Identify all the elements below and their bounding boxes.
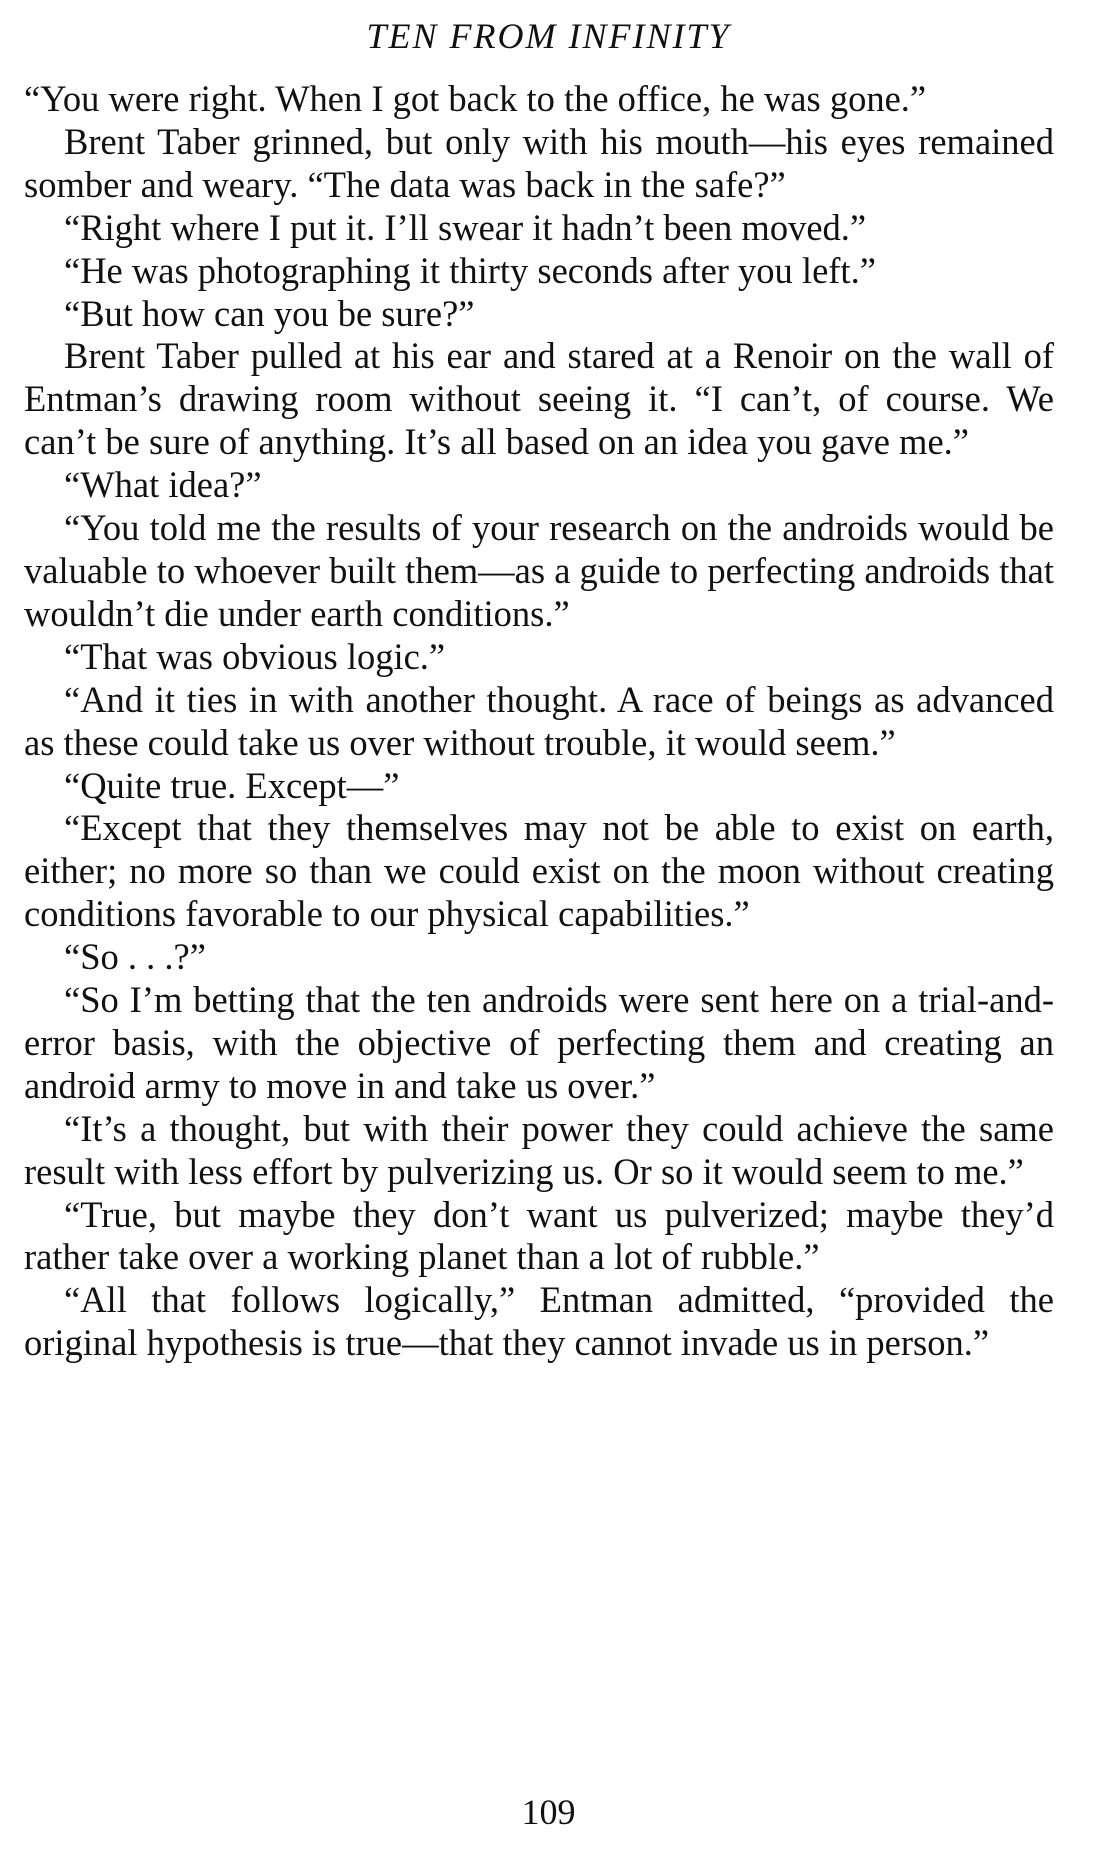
paragraph: “So I’m betting that the ten androids were sent here on a trial-and-error basis, with the objective of perfecting them and creating an android army to move in and take us over.” <box>24 979 1054 1106</box>
paragraph: “So . . .?” <box>64 936 206 978</box>
paragraph: Brent Taber pulled at his ear and stared at a Renoir on the wall of Entman’s drawing room without seeing it. “I can’t, of course. We can’t be sure of anything. It’s all based on an idea you gave me.” <box>24 335 1054 463</box>
paragraph: “You were right. When I got back to the office, he was gone.” <box>24 78 927 119</box>
paragraph: “He was photographing it thirty seconds after you left.” <box>64 249 876 291</box>
paragraph: “Quite true. Except—” <box>64 764 400 806</box>
paragraph: “Except that they themselves may not be able to exist on earth, either; no more so than we could exist on the moon without creating conditions favorable to our physical capabilities.” <box>24 807 1054 935</box>
paragraph: “Right where I put it. I’ll swear it hadn’t been moved.” <box>64 206 867 248</box>
paragraph: “And it ties in with another thought. A race of beings as advanced as these could take us over without trouble, it would seem.” <box>24 678 1054 763</box>
paragraph: “That was obvious logic.” <box>64 635 446 677</box>
running-head: TEN FROM INFINITY <box>366 16 731 56</box>
page-number: 109 <box>521 1792 576 1832</box>
paragraph: “What idea?” <box>64 464 262 506</box>
paragraph: “True, but maybe they don’t want us pulverized; maybe they’d rather take over a working planet than a lot of rubble.” <box>24 1193 1054 1278</box>
paragraph: Brent Taber grinned, but only with his mouth—his eyes remained somber and weary. “The data was back in the safe?” <box>24 120 1054 205</box>
paragraph: “All that follows logically,” Entman admitted, “provided the original hypothesis is true—that they cannot invade us in person.” <box>24 1279 1054 1364</box>
paragraph: “You told me the results of your research on the androids would be valuable to whoever built them—as a guide to perfecting androids that wouldn’t die under earth conditions.” <box>24 507 1054 634</box>
body-text <box>24 78 1054 1365</box>
paragraph: “But how can you be sure?” <box>64 292 475 334</box>
paragraph: “It’s a thought, but with their power they could achieve the same result with less effort by pulverizing us. Or so it would seem to me.” <box>24 1107 1054 1192</box>
